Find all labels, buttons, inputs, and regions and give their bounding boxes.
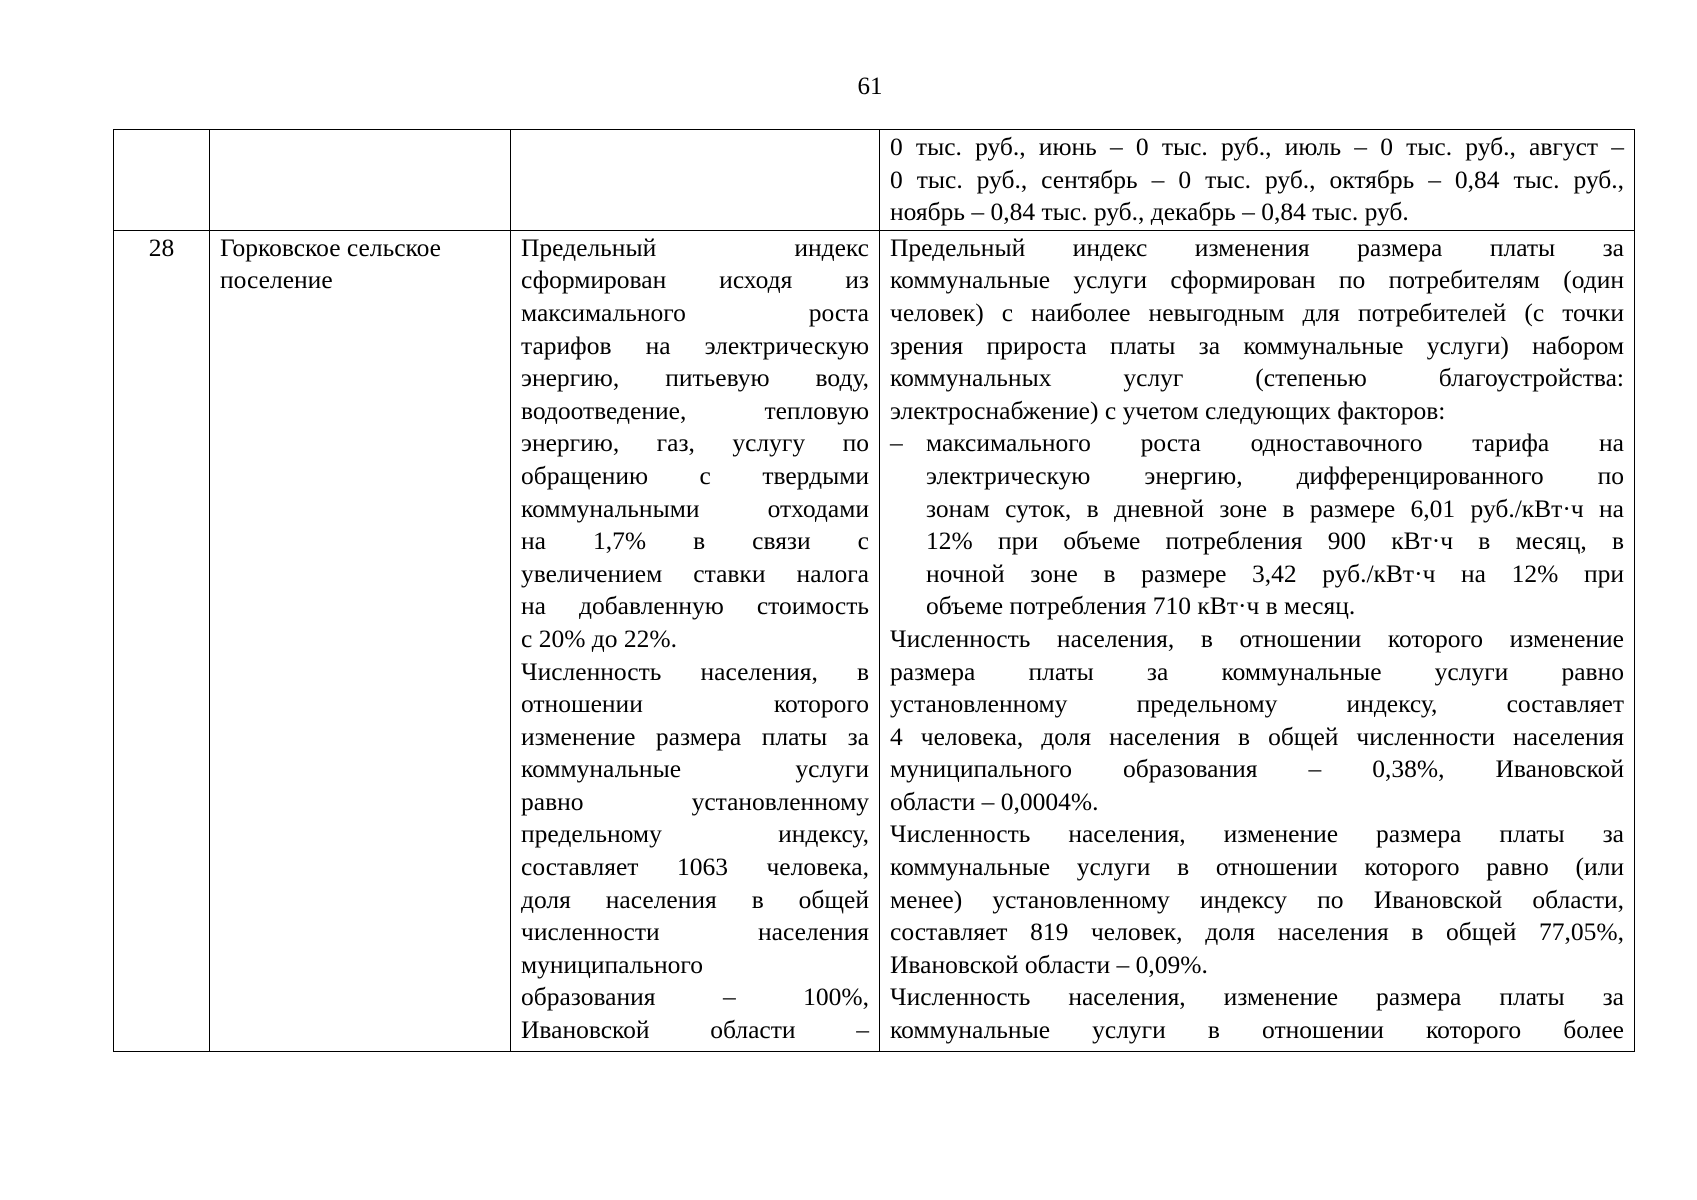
intro-line: коммунальные услуги сформирован по потребителям (один <box>890 265 1624 295</box>
table-row-continued <box>114 130 1635 231</box>
index-basis-line: максимального роста <box>521 297 869 327</box>
index-basis-line: муниципального <box>521 949 703 979</box>
population-paragraph-1 <box>890 623 1624 819</box>
page-number: 61 <box>857 73 883 100</box>
index-basis-line: равно установленному <box>521 786 869 816</box>
index-basis-line: предельному индексу, <box>521 819 869 849</box>
paragraph-line: составляет 819 человек, доля населения в общей 77,05%, <box>890 917 1624 947</box>
paragraph-line: 4 человека, доля населения в общей численности населения <box>890 721 1624 751</box>
municipality-name-line: поселение <box>220 265 333 295</box>
index-basis-line: доля населения в общей <box>521 884 869 914</box>
paragraph-line: Численность населения, изменение размера платы за <box>890 982 1624 1012</box>
bullet-line: ночной зоне в размере 3,42 руб./кВт·ч на 12% при <box>926 558 1624 588</box>
paragraph-line: коммунальные услуги в отношении которого более <box>890 1015 1624 1045</box>
index-basis-line: энергию, газ, услугу по <box>521 428 869 458</box>
data-table <box>113 129 1635 1052</box>
intro-line: зрения прироста платы за коммунальные услуги) набором <box>890 330 1624 360</box>
paragraph-line: Численность населения, в отношении которого изменение <box>890 623 1624 653</box>
intro-line: человек) с наиболее невыгодным для потребителей (с точки <box>890 297 1624 327</box>
index-basis-line: водоотведение, тепловую <box>521 395 869 425</box>
intro-paragraph <box>890 232 1624 428</box>
paragraph-line: области – 0,0004%. <box>890 786 1099 816</box>
intro-line: коммунальных услуг (степенью благоустройства: <box>890 363 1624 393</box>
index-basis-line: обращению с твердыми <box>521 460 869 490</box>
col3-cell-empty <box>511 130 880 231</box>
bullet-line: зонам суток, в дневной зоне в размере 6,01 руб./кВт·ч на <box>926 493 1624 523</box>
index-basis-line: коммунальными отходами <box>521 493 869 523</box>
row-number-cell-empty <box>114 130 210 231</box>
paragraph-line: установленному предельному индексу, составляет <box>890 689 1624 719</box>
index-basis-line: численности населения <box>521 917 869 947</box>
table-row-28 <box>114 230 1635 1051</box>
index-basis-line: сформирован исходя из <box>521 265 869 295</box>
index-basis-line: с 20% до 22%. <box>521 623 678 653</box>
municipality-cell-empty <box>210 130 511 231</box>
intro-line: Предельный индекс изменения размера платы за <box>890 232 1624 262</box>
bullet-line: 12% при объеме потребления 900 кВт·ч в месяц, в <box>926 526 1624 556</box>
paragraph-line: Численность населения, изменение размера платы за <box>890 819 1624 849</box>
payment-text-line: 0 тыс. руб., сентябрь – 0 тыс. руб., октябрь – 0,84 тыс. руб., <box>890 164 1624 194</box>
index-basis-line: Ивановской области – <box>521 1015 869 1045</box>
municipality-name-line: Горковское сельское <box>220 232 441 262</box>
index-basis-line: Численность населения, в <box>521 656 869 686</box>
row-number: 28 <box>148 232 175 262</box>
bullet-line: максимального роста одноставочного тарифа на <box>926 428 1624 458</box>
index-basis-line: на 1,7% в связи с <box>521 526 869 556</box>
index-basis-line: на добавленную стоимость <box>521 591 869 621</box>
paragraph-line: менее) установленному индексу по Ивановской области, <box>890 884 1624 914</box>
index-basis-line: образования – 100%, <box>521 982 869 1012</box>
paragraph-line: Ивановской области – 0,09%. <box>890 949 1208 979</box>
col4-cell-continued <box>880 130 1635 231</box>
paragraph-line: муниципального образования – 0,38%, Ивановской <box>890 754 1624 784</box>
index-basis-line: коммунальные услуги <box>521 754 869 784</box>
population-paragraph-2 <box>890 818 1624 981</box>
index-basis-line: энергию, питьевую воду, <box>521 363 869 393</box>
row-number-cell <box>114 230 210 1051</box>
bullet-item <box>890 427 1624 623</box>
bullet-line: электрическую энергию, дифференцированного по <box>926 460 1624 490</box>
index-basis-line: увеличением ставки налога <box>521 558 869 588</box>
bullet-line: объеме потребления 710 кВт·ч в месяц. <box>926 591 1356 621</box>
payment-text-line: 0 тыс. руб., июнь – 0 тыс. руб., июль – 0 тыс. руб., август – <box>890 132 1624 161</box>
index-basis-line: изменение размера платы за <box>521 721 869 751</box>
index-basis-line: Предельный индекс <box>521 232 869 262</box>
intro-line: электроснабжение) с учетом следующих факторов: <box>890 395 1446 425</box>
payment-text-line: ноябрь – 0,84 тыс. руб., декабрь – 0,84 тыс. руб. <box>890 197 1409 227</box>
index-details-cell <box>880 230 1635 1051</box>
population-paragraph-3 <box>890 981 1624 1046</box>
index-basis-line: составляет 1063 человека, <box>521 852 869 882</box>
paragraph-line: коммунальные услуги в отношении которого равно (или <box>890 852 1624 882</box>
municipality-cell <box>210 230 511 1051</box>
paragraph-line: размера платы за коммунальные услуги равно <box>890 656 1624 686</box>
index-basis-line: отношении которого <box>521 689 869 719</box>
bullet-dash: – <box>890 428 903 458</box>
index-basis-cell <box>511 230 880 1051</box>
index-basis-line: тарифов на электрическую <box>521 330 869 360</box>
